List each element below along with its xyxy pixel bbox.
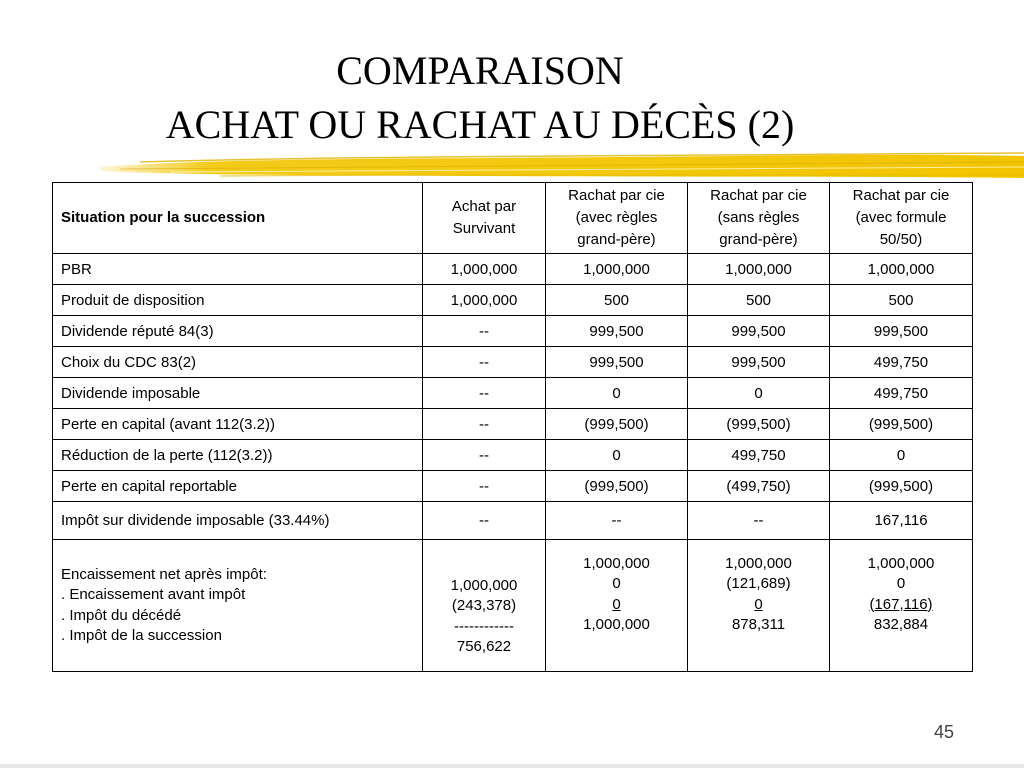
row-value: 999,500 (688, 347, 830, 378)
row-value-line: (167,116) (869, 595, 933, 613)
row-value-line: 1,000,000 (725, 554, 792, 572)
row-value: 1,000,000 (830, 254, 973, 285)
row-value-line: 1,000,000 (583, 554, 650, 572)
row-value: (999,500) (688, 409, 830, 440)
row-value: (999,500) (546, 471, 688, 502)
row-value: -- (423, 409, 546, 440)
header-col-achat-survivant: Achat par Survivant (423, 183, 546, 254)
row-value: -- (423, 378, 546, 409)
table-row (53, 316, 973, 347)
row-value (830, 540, 973, 672)
row-value-line: 832,884 (873, 616, 929, 633)
row-value-line: ------------ (454, 617, 514, 635)
row-label: Produit de disposition (53, 285, 423, 316)
row-value: 500 (688, 285, 830, 316)
row-value: 0 (546, 440, 688, 471)
row-value-line: 1,000,000 (583, 616, 650, 633)
row-value: 499,750 (830, 347, 973, 378)
row-label: Dividende imposable (53, 378, 423, 409)
row-value-line: 878,311 (731, 616, 786, 633)
row-value: 999,500 (688, 316, 830, 347)
row-value: 0 (688, 378, 830, 409)
row-value: 167,116 (830, 502, 973, 540)
row-value: 999,500 (546, 347, 688, 378)
row-value-line: 0 (612, 595, 621, 613)
row-value: 1,000,000 (423, 254, 546, 285)
row-value: 1,000,000 (546, 254, 688, 285)
table-row (53, 440, 973, 471)
row-value-line: 0 (896, 575, 906, 592)
row-value: 0 (546, 378, 688, 409)
row-value (546, 540, 688, 672)
row-label (53, 540, 423, 672)
decorative-brush-stroke (100, 150, 1024, 184)
row-value: 1,000,000 (688, 254, 830, 285)
table-row (53, 285, 973, 316)
row-value: 1,000,000 (423, 285, 546, 316)
row-label: Impôt sur dividende imposable (33.44%) (53, 502, 423, 540)
row-label: PBR (53, 254, 423, 285)
slide-title-line-2: ACHAT OU RACHAT AU DÉCÈS (2) (165, 102, 795, 147)
row-label-line: . Impôt de la succession (61, 627, 222, 644)
row-value (688, 540, 830, 672)
table-row (53, 471, 973, 502)
row-value: -- (546, 502, 688, 540)
header-col-rachat-formule-50-50: Rachat par cie (avec formule 50/50) (830, 183, 973, 254)
row-value (423, 540, 546, 672)
row-label: Perte en capital reportable (53, 471, 423, 502)
row-label-line: Encaissement net après impôt: (61, 565, 267, 583)
row-value-line: (121,689) (726, 575, 791, 592)
row-value: -- (423, 347, 546, 378)
table-header-row (53, 183, 973, 254)
row-value: 499,750 (830, 378, 973, 409)
row-label-line: . Encaissement avant impôt (61, 586, 246, 603)
row-value: (999,500) (830, 409, 973, 440)
row-value: -- (423, 440, 546, 471)
header-col-rachat-avec-grand-pere: Rachat par cie (avec règles grand-père) (546, 183, 688, 254)
row-label: Perte en capital (avant 112(3.2)) (53, 409, 423, 440)
header-col-rachat-sans-grand-pere: Rachat par cie (sans règles grand-père) (688, 183, 830, 254)
row-value: (499,750) (688, 471, 830, 502)
row-label: Dividende réputé 84(3) (53, 316, 423, 347)
slide-title-line-1: COMPARAISON (336, 48, 624, 93)
table-row-encaissement (53, 540, 973, 672)
row-value-line: (243,378) (451, 597, 517, 614)
row-value: 0 (830, 440, 973, 471)
table-row (53, 502, 973, 540)
row-value: 500 (546, 285, 688, 316)
row-value: -- (423, 502, 546, 540)
table-row (53, 409, 973, 440)
row-value: -- (423, 316, 546, 347)
row-value: (999,500) (546, 409, 688, 440)
row-value: -- (423, 471, 546, 502)
table-row (53, 254, 973, 285)
row-value: 499,750 (688, 440, 830, 471)
row-value: 500 (830, 285, 973, 316)
row-label: Réduction de la perte (112(3.2)) (53, 440, 423, 471)
table-row (53, 378, 973, 409)
page-number: 45 (934, 722, 955, 742)
comparison-table (52, 182, 973, 672)
table-row (53, 347, 973, 378)
row-value-line: 756,622 (456, 638, 512, 655)
footer-divider (0, 764, 1024, 768)
row-value-line: 1,000,000 (450, 576, 518, 594)
row-value-line: 1,000,000 (867, 554, 935, 572)
row-value: -- (688, 502, 830, 540)
row-value: (999,500) (830, 471, 973, 502)
row-label: Choix du CDC 83(2) (53, 347, 423, 378)
row-value: 999,500 (546, 316, 688, 347)
row-value-line: 0 (754, 595, 763, 613)
header-situation: Situation pour la succession (53, 183, 423, 254)
row-value: 999,500 (830, 316, 973, 347)
row-label-line: . Impôt du décédé (61, 606, 182, 624)
row-value-line: 0 (612, 575, 621, 592)
